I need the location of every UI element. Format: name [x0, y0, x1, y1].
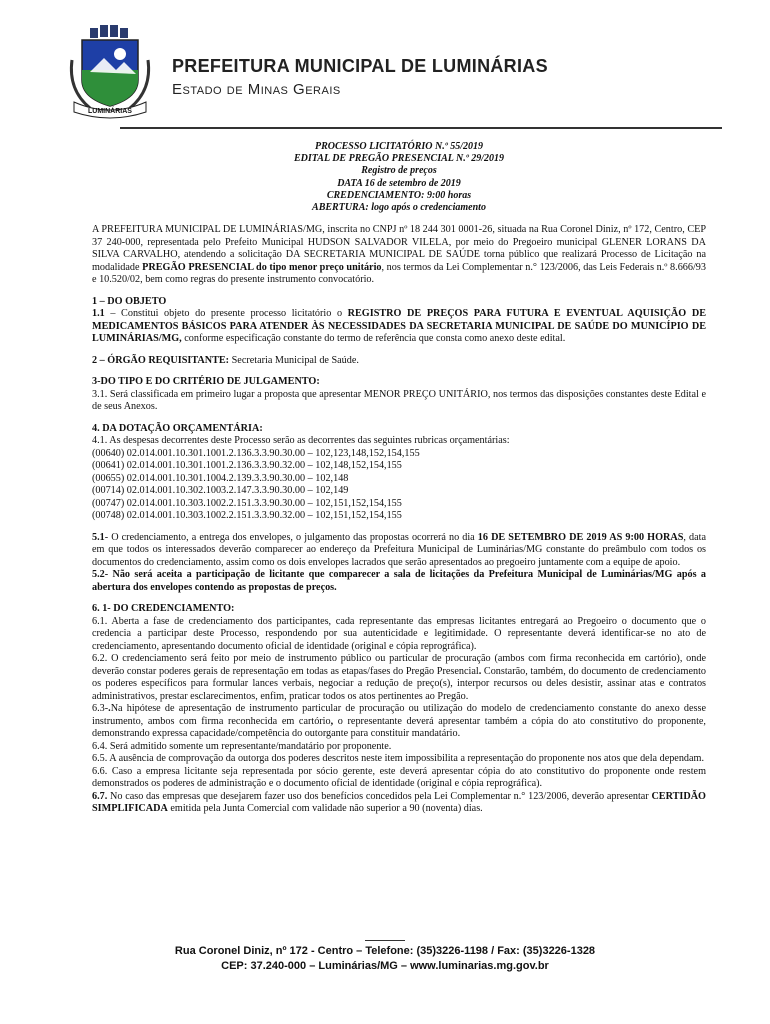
credenciamento-time: CREDENCIAMENTO: 9:00 horas — [326, 189, 472, 201]
document-body — [92, 141, 706, 816]
section6-6: 6.6. Caso a empresa licitante seja representada por sócio gerente, este deverá apresentar cópia do ato constitutivo do proponente onde restem demonstrados os poderes de administração e o documento oficial de identidade (original e cópia reprográfica). — [92, 765, 706, 790]
section1-heading: 1 – DO OBJETO — [92, 295, 167, 307]
page-footer — [0, 940, 770, 974]
edital-number: EDITAL DE PREGÃO PRESENCIAL N.º 29/2019 — [293, 153, 505, 165]
budget-line: (00640) 02.014.001.10.301.1001.2.136.3.3.90.30.00 – 102,123,148,152,154,155 — [92, 447, 420, 459]
section1-text: 1.1 – Constitui objeto do presente processo licitatório o REGISTRO DE PREÇOS PARA FUTURA E EVENTUAL AQUISIÇÃO DE MEDICAMENTOS BÁSICOS PARA ATENDER ÀS NECESSIDADES DA SECRETARIA MUNICIPAL DE SAÚDE DO MUNICÍPIO DE LUMINÁRIAS/MG, conforme especificação constante do termo de referência que consta como anexo deste edital. — [92, 308, 706, 345]
section6-3: 6.3-.Na hipótese de apresentação de instrumento particular de procuração ou utilização do modelo de credenciamento constante do anexo desse instrumento, ambos com firma reconhecida em cartório, o representante deverá apresentar também a cópia do ato constitutivo do proponente, demonstrando expressa capacidade/competência do outorgante para constituir mandatário. — [92, 703, 706, 740]
budget-line: (00714) 02.014.001.10.302.1003.2.147.3.3.90.30.00 – 102,149 — [92, 485, 349, 497]
org-title: PREFEITURA MUNICIPAL DE LUMINÁRIAS — [172, 56, 548, 76]
section6-heading: 6. 1- DO CREDENCIAMENTO: — [92, 603, 235, 615]
org-subtitle: Estado de Minas Gerais — [172, 81, 341, 98]
header-divider — [120, 127, 722, 129]
section6-1: 6.1. Aberta a fase de credenciamento dos participantes, cada representante das empresas licitantes entregará ao Pregoeiro o documento que o credencia a participar deste Processo, respondendo por sua autenticidade e legitimidade. O representante deverá identificar-se no ato de credenciamento, apresentando documento oficial de identidade (original e cópia reprográfica). — [92, 615, 706, 652]
budget-line: (00655) 02.014.001.10.301.1004.2.139.3.3.90.30.00 – 102,148 — [92, 472, 349, 484]
process-date: DATA 16 de setembro de 2019 — [337, 177, 461, 189]
letterhead — [60, 20, 720, 120]
section3-heading: 3-DO TIPO E DO CRITÉRIO DE JULGAMENTO: — [92, 376, 320, 388]
section5-2: 5.2- Não será aceita a participação de licitante que comparecer a sala de licitações da Prefeitura Municipal de Luminárias/MG após a abertura dos envelopes contendo as propostas de preços. — [92, 569, 706, 593]
section6-5: 6.5. A ausência de comprovação da outorga dos poderes descritos neste item impossibilita a representação do proponente nos atos que dela dependam. — [92, 753, 705, 765]
abertura-info: ABERTURA: logo após o credenciamento — [312, 202, 486, 214]
section4-heading: 4. DA DOTAÇÃO ORÇAMENTÁRIA: — [92, 422, 263, 434]
section2: 2 – ÓRGÃO REQUISITANTE: Secretaria Municipal de Saúde. — [92, 354, 359, 366]
budget-line: (00641) 02.014.001.10.301.1001.2.136.3.3.90.32.00 – 102,148,152,154,155 — [92, 460, 402, 472]
crest-banner-text: LUMINÁRIAS — [88, 108, 132, 115]
process-type: Registro de preços — [361, 165, 437, 177]
section4-intro: 4.1. As despesas decorrentes deste Processo serão as decorrentes das seguintes rubricas orçamentárias: — [92, 435, 510, 447]
section4-body — [92, 435, 706, 523]
footer-cep-website: CEP: 37.240-000 – Luminárias/MG – www.luminarias.mg.gov.br — [221, 960, 549, 972]
section5-1: 5.1- O credenciamento, a entrega dos envelopes, o julgamento das propostas ocorrerá no dia 16 DE SETEMBRO DE 2019 AS 9:00 HORAS, data em que todos os interessados deverão comparecer ao endereço da Prefeitura Municipal de Luminárias/MG constante do preâmbulo com todos os documentos do credenciamento, assim como os dois envelopes lacrados que serão apresentados ao pregoeiro juntamente com a equipe de apoio. — [92, 531, 706, 568]
process-header — [92, 141, 706, 214]
intro-paragraph: A PREFEITURA MUNICIPAL DE LUMINÁRIAS/MG, inscrita no CNPJ nº 18 244 301 0001-26, situada na Rua Coronel Diniz, nº 172, Centro, CEP 37 240-000, representada pelo Prefeito Municipal HUDSON SALVADOR VILELA, por meio do Pregoeiro municipal GLENER LORANS DA SILVA CARVALHO, atendendo a solicitação DA SECRETARIA MUNICIPAL DE SAÚDE torna público que realizará Processo de Licitação na modalidade PREGÃO PRESENCIAL do tipo menor preço unitário, nos termos da Lei Complementar n.° 123/2006, das Leis Federais n.º 8.666/93 e 10.520/02, bem como regras do presente instrumento convocatório. — [92, 224, 706, 286]
budget-line: (00747) 02.014.001.10.303.1002.2.151.3.3.90.30.00 – 102,151,152,154,155 — [92, 497, 402, 509]
section6-2: 6.2. O credenciamento será feito por meio de instrumento público ou particular de procuração (ambos com firma reconhecida em cartório), onde deverão constar poderes gerais de representação em todas as etapas/fases do Pregão Presencial. Constarão, também, do documento de credenciamento os poderes específicos para formular lances verbais, negociar a redução de preço(s), interpor recursos ou deles desistir, assinar atas e contratos administrativos, prestar esclarecimentos, enfim, praticar todos os atos pertinentes ao Pregão. — [92, 653, 706, 702]
budget-line: (00748) 02.014.001.10.303.1002.2.151.3.3.90.32.00 – 102,151,152,154,155 — [92, 510, 402, 522]
section6-7: 6.7. No caso das empresas que desejarem fazer uso dos benefícios concedidos pela Lei Complementar n.° 123/2006, deverão apresentar CERTIDÃO SIMPLIFICADA emitida pela Junta Comercial com validade não superior a 90 (noventa) dias. — [92, 790, 706, 815]
section3-text: 3.1. Será classificada em primeiro lugar a proposta que apresentar MENOR PREÇO UNITÁRIO, nos termos das disposições constantes deste Edital e de seus Anexos. — [92, 388, 706, 413]
footer-address: Rua Coronel Diniz, nº 172 - Centro – Telefone: (35)3226-1198 / Fax: (35)3226-1328 — [174, 945, 596, 957]
footer-divider — [365, 940, 405, 941]
process-number: PROCESSO LICITATÓRIO N.º 55/2019 — [314, 141, 484, 152]
municipal-crest-icon — [60, 20, 160, 120]
section6-4: 6.4. Será admitido somente um representante/mandatário por proponente. — [92, 740, 392, 752]
